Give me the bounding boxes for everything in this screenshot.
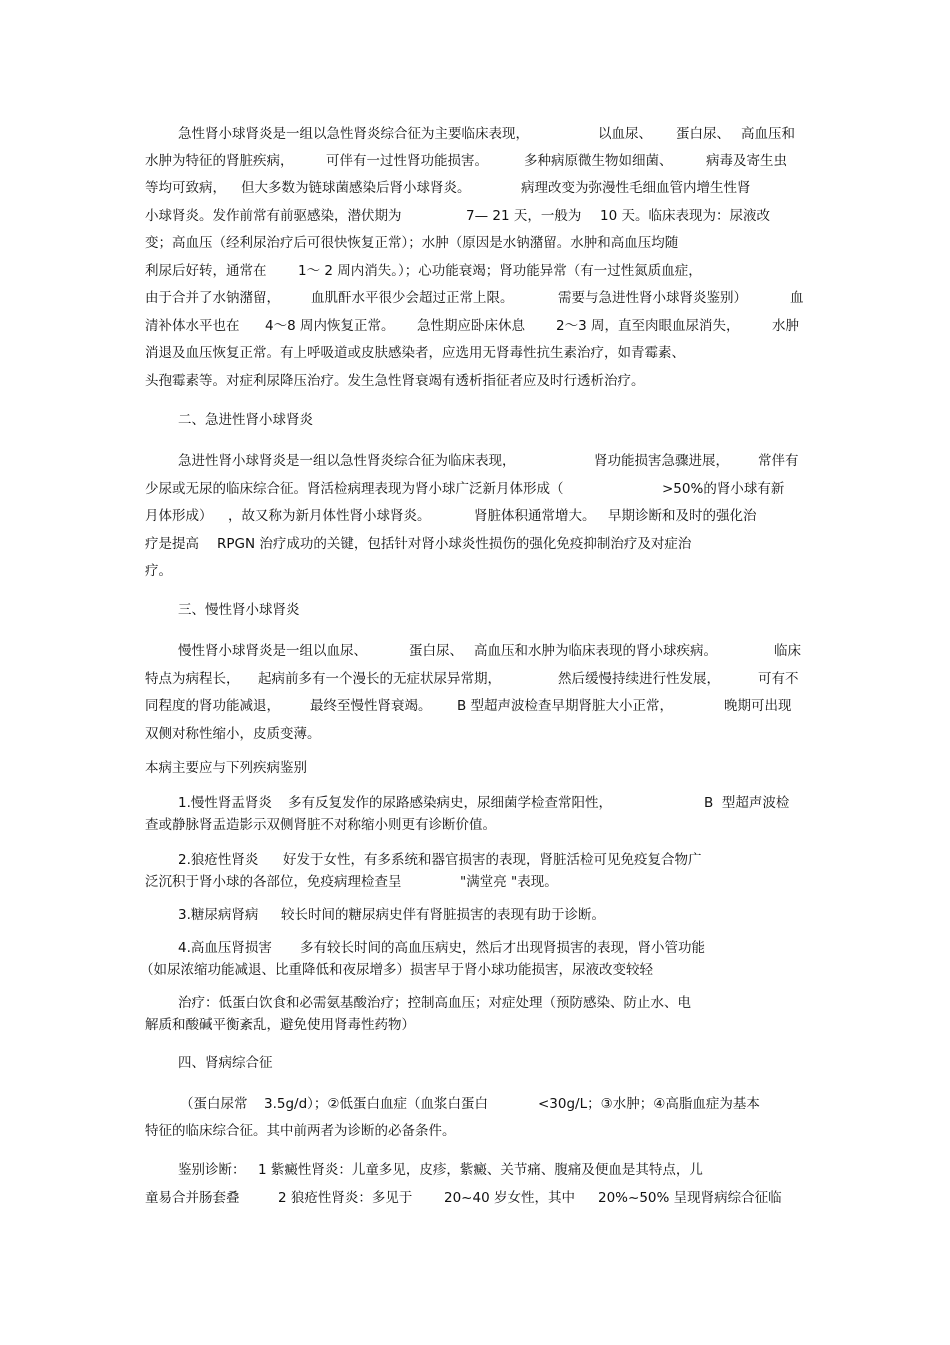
paragraph-3-line [0, 669, 950, 689]
text-run: 需要与急进性肾小球肾炎鉴别） [558, 290, 747, 306]
text-run: 可伴有一过性肾功能损害。 [326, 153, 488, 169]
text-run: 肾功能损害急骤进展， [594, 453, 729, 469]
differential-item-1 [0, 815, 950, 835]
text-run: 以血尿、 [598, 126, 652, 142]
text-run: 少尿或无尿的临床综合征。肾活检病理表现为肾小球广泛新月体形成（ [145, 481, 564, 497]
text-run: <30g/L；③水肿；④高脂血症为基本 [538, 1096, 760, 1112]
paragraph-1-line [0, 288, 950, 308]
text-run: 解质和酸碱平衡紊乱，避免使用肾毒性药物） [145, 1017, 415, 1033]
text-run: 水肿 [772, 318, 799, 334]
text-run: 特点为病程长， [145, 671, 240, 687]
text-run: B 型超声波检查早期肾脏大小正常， [457, 698, 674, 714]
section-heading-text: 二、急进性肾小球肾炎 [178, 412, 313, 428]
paragraph-3-line [0, 724, 950, 744]
paragraph-2-line [0, 451, 950, 471]
text-run: 1.慢性肾盂肾炎 [178, 795, 272, 811]
differential-item-2 [0, 872, 950, 892]
text-run: 血肌酐水平很少会超过正常上限。 [311, 290, 514, 306]
section-heading-text: 三、慢性肾小球肾炎 [178, 602, 300, 618]
text-run: 由于合并了水钠潴留， [145, 290, 280, 306]
text-run: 2.狼疮性肾炎 [178, 852, 259, 868]
text-run: 多有较长时间的高血压病史，然后才出现肾损害的表现，肾小管功能 [300, 940, 705, 956]
text-run: 双侧对称性缩小，皮质变薄。 [145, 726, 321, 742]
paragraph-3-line [0, 696, 950, 716]
differential-item-2 [0, 850, 950, 870]
paragraph-1-line [0, 371, 950, 391]
text-run: 特征的临床综合征。其中前两者为诊断的必备条件。 [145, 1123, 456, 1139]
differential-item-3 [0, 905, 950, 925]
paragraph-1-line [0, 261, 950, 281]
text-run: 晚期可出现 [724, 698, 792, 714]
text-run: 童易合并肠套叠 [145, 1190, 240, 1206]
text-run: 消退及血压恢复正常。有上呼吸道或皮肤感染者，应选用无肾毒性抗生素治疗，如青霉素、 [145, 345, 685, 361]
text-run: 早期诊断和及时的强化治 [608, 508, 757, 524]
text-run: 变；高血压（经利尿治疗后可很快恢复正常）；水肿（原因是水钠潴留。水肿和高血压均随 [145, 235, 679, 251]
paragraph-1-line [0, 316, 950, 336]
paragraph-2-line [0, 506, 950, 526]
paragraph-5-line [0, 1160, 950, 1180]
text-run: 同程度的肾功能减退， [145, 698, 280, 714]
text-run: 水肿为特征的肾脏疾病， [145, 153, 294, 169]
text-run: （蛋白尿常 [180, 1096, 248, 1112]
text-run: 鉴别诊断： [178, 1162, 246, 1178]
text-run: 急性期应卧床休息 [417, 318, 525, 334]
paragraph-1-line [0, 124, 950, 144]
text-run: >50%的肾小球有新 [662, 481, 785, 497]
paragraph-1-line [0, 343, 950, 363]
section-heading [0, 1053, 950, 1073]
text-run: 疗。 [145, 563, 172, 579]
paragraph-2-line [0, 479, 950, 499]
text-run: 头孢霉素等。对症利尿降压治疗。发生急性肾衰竭有透析指征者应及时行透析治疗。 [145, 373, 645, 389]
text-run: 多有反复发作的尿路感染病史，尿细菌学检查常阳性， [288, 795, 612, 811]
paragraph-2-line [0, 534, 950, 554]
differential-intro [0, 758, 950, 778]
text-run: RPGN 治疗成功的关键，包括针对肾小球炎性损伤的强化免疫抑制治疗及对症治 [217, 536, 692, 552]
paragraph-3-line [0, 641, 950, 661]
text-run: 20~40 岁女性，其中 [444, 1190, 575, 1206]
text-run: 3.5g/d）；②低蛋白血症（血浆白蛋白 [264, 1096, 489, 1112]
text-run: B 型超声波检 [704, 795, 790, 811]
text-run: 利尿后好转，通常在 [145, 263, 267, 279]
paragraph-5-line [0, 1188, 950, 1208]
text-run: 1～ 2 周内消失。）；心功能衰竭；肾功能异常（有一过性氮质血症， [298, 263, 702, 279]
treatment-paragraph [0, 1015, 950, 1035]
differential-item-4 [0, 960, 950, 980]
text-run: 然后缓慢持续进行性发展， [558, 671, 720, 687]
paragraph-1-line [0, 233, 950, 253]
text-run: 4.高血压肾损害 [178, 940, 272, 956]
paragraph-2-line [0, 561, 950, 581]
section-heading-text: 四、肾病综合征 [178, 1055, 273, 1071]
text-run: 好发于女性，有多系统和器官损害的表现，肾脏活检可见免疫复合物广 [283, 852, 702, 868]
text-run: 蛋白尿、 [409, 643, 463, 659]
text-run: 20%~50% 呈现肾病综合征临 [598, 1190, 782, 1206]
text-run: 清补体水平也在 [145, 318, 240, 334]
section-heading [0, 410, 950, 430]
text-run: 10 天。临床表现为：尿液改 [600, 208, 770, 224]
text-run: 3.糖尿病肾病 [178, 907, 259, 923]
text-run: 2 狼疮性肾炎：多见于 [278, 1190, 413, 1206]
text-run: 病理改变为弥漫性毛细血管内增生性肾 [521, 180, 751, 196]
text-run: 蛋白尿、 [676, 126, 730, 142]
text-run: 可有不 [758, 671, 799, 687]
differential-item-1 [0, 793, 950, 813]
differential-item-4 [0, 938, 950, 958]
text-run: 临床 [774, 643, 801, 659]
text-run: 最终至慢性肾衰竭。 [310, 698, 432, 714]
text-run: （如尿浓缩功能减退、比重降低和夜尿增多）损害早于肾小球功能损害，尿液改变较轻 [140, 962, 653, 978]
text-run: 2～3 周，直至肉眼血尿消失， [556, 318, 740, 334]
text-run: 急性肾小球肾炎是一组以急性肾炎综合征为主要临床表现， [178, 126, 529, 142]
paragraph-1-line [0, 178, 950, 198]
text-run: 急进性肾小球肾炎是一组以急性肾炎综合征为临床表现， [178, 453, 516, 469]
text-run: ，故又称为新月体性肾小球肾炎。 [228, 508, 431, 524]
text-run: 但大多数为链球菌感染后肾小球肾炎。 [241, 180, 471, 196]
text-run: 常伴有 [758, 453, 799, 469]
text-run: 本病主要应与下列疾病鉴别 [145, 760, 307, 776]
text-run: 7— 21 天，一般为 [466, 208, 582, 224]
text-run: "满堂亮 "表现。 [460, 874, 558, 890]
text-run: 等均可致病， [145, 180, 226, 196]
text-run: 查或静脉肾盂造影示双侧肾脏不对称缩小则更有诊断价值。 [145, 817, 496, 833]
text-run: 多种病原微生物如细菌、 [524, 153, 673, 169]
text-run: 病毒及寄生虫 [706, 153, 787, 169]
text-run: 疗是提高 [145, 536, 199, 552]
text-run: 月体形成） [145, 508, 213, 524]
text-run: 4～8 周内恢复正常。 [265, 318, 395, 334]
text-run: 血 [790, 290, 804, 306]
treatment-paragraph [0, 993, 950, 1013]
text-run: 肾脏体积通常增大。 [474, 508, 596, 524]
text-run: 泛沉积于肾小球的各部位，免疫病理检查呈 [145, 874, 402, 890]
text-run: 慢性肾小球肾炎是一组以血尿、 [178, 643, 367, 659]
text-run: 1 紫癜性肾炎：儿童多见，皮疹，紫癜、关节痛、腹痛及便血是其特点，儿 [258, 1162, 703, 1178]
paragraph-4-line [0, 1121, 950, 1141]
text-run: 起病前多有一个漫长的无症状尿异常期， [258, 671, 501, 687]
paragraph-4-line [0, 1094, 950, 1114]
section-heading [0, 600, 950, 620]
text-run: 治疗：低蛋白饮食和必需氨基酸治疗；控制高血压；对症处理（预防感染、防止水、电 [178, 995, 691, 1011]
text-run: 较长时间的糖尿病史伴有肾脏损害的表现有助于诊断。 [281, 907, 605, 923]
text-run: 高血压和水肿为临床表现的肾小球疾病。 [474, 643, 717, 659]
text-run: 小球肾炎。发作前常有前驱感染，潜伏期为 [145, 208, 402, 224]
paragraph-1-line [0, 151, 950, 171]
text-run: 高血压和 [741, 126, 795, 142]
paragraph-1-line [0, 206, 950, 226]
